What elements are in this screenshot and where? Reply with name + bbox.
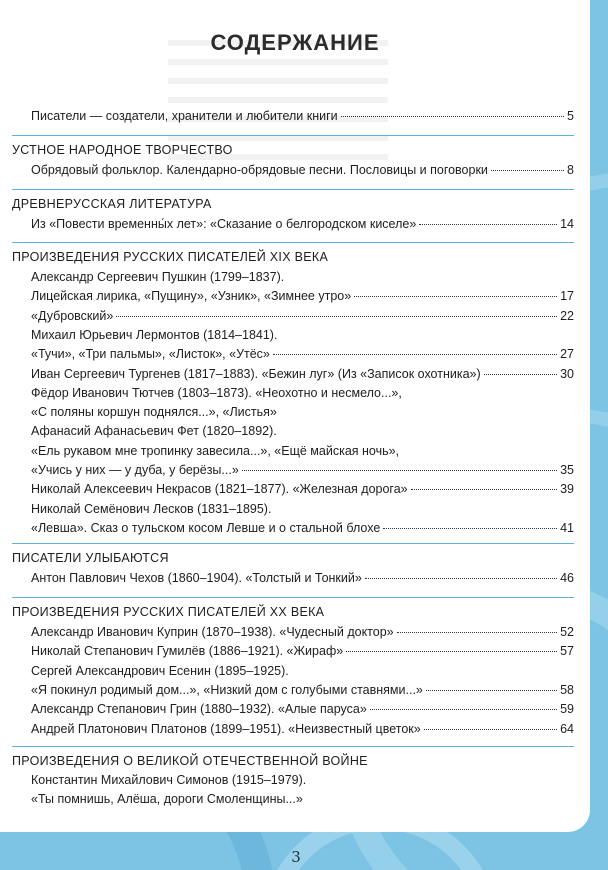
toc-page-number: 41 [560, 520, 574, 535]
section-separator [12, 189, 574, 190]
toc-entry[interactable] [31, 501, 271, 517]
toc-entry[interactable] [31, 481, 574, 497]
section-heading[interactable]: ДРЕВНЕРУССКАЯ ЛИТЕРАТУРА [12, 197, 212, 211]
section-heading[interactable]: ПРОИЗВЕДЕНИЯ РУССКИХ ПИСАТЕЛЕЙ XX ВЕКА [12, 605, 325, 619]
toc-entry[interactable] [31, 663, 289, 679]
toc-entry[interactable] [31, 520, 574, 536]
dot-leader [242, 469, 557, 471]
dot-leader [365, 577, 557, 579]
dot-leader [397, 631, 557, 633]
toc-entry[interactable] [31, 346, 574, 362]
toc-entry[interactable] [31, 772, 306, 788]
section-heading[interactable]: ПИСАТЕЛИ УЛЫБАЮТСЯ [12, 551, 169, 565]
toc-entry[interactable] [31, 216, 574, 232]
section-separator [12, 242, 574, 243]
dot-leader [491, 169, 564, 171]
dot-leader [341, 115, 564, 117]
toc-entry-text: «Я покинул родимый дом...», «Низкий дом с голубыми ставнями...» [31, 682, 423, 697]
toc-entry-text: Александр Иванович Куприн (1870–1938). «Чудесный доктор» [31, 625, 394, 639]
toc-page-number: 35 [560, 463, 574, 477]
toc-entry-text: «Ель рукавом мне тропинку завесила...», «Ещё майская ночь», [31, 443, 400, 458]
toc-entry-text: Фёдор Иванович Тютчев (1803–1873). «Неохотно и несмело...», [31, 385, 402, 400]
toc-entry[interactable] [31, 308, 574, 324]
toc-entry[interactable] [31, 791, 303, 807]
toc-entry-text: «Учись у них — у дуба, у берёзы...» [31, 463, 239, 477]
toc-entry-text: «Дубровский» [31, 308, 114, 323]
toc-page-number: 22 [560, 308, 574, 323]
toc-entry[interactable] [31, 701, 574, 717]
toc-entry-text: «Тучи», «Три пальмы», «Листок», «Утёс» [31, 347, 270, 362]
section-heading[interactable]: ПРОИЗВЕДЕНИЯ РУССКИХ ПИСАТЕЛЕЙ XIX ВЕКА [12, 250, 329, 264]
dot-leader [383, 527, 557, 529]
toc-entry[interactable] [31, 643, 574, 659]
toc-entry[interactable] [31, 404, 277, 420]
toc-page-number: 57 [560, 644, 574, 659]
toc-page-number: 5 [567, 109, 574, 123]
toc-entry-text: Афанасий Афанасьевич Фет (1820–1892). [31, 424, 277, 439]
page-number: 3 [291, 848, 301, 866]
toc-entry[interactable] [31, 162, 574, 178]
toc-entry[interactable] [31, 385, 402, 401]
toc-entry-text: Николай Степанович Гумилёв (1886–1921). «Жираф» [31, 644, 344, 659]
toc-page-number: 27 [560, 347, 574, 362]
dot-leader [484, 373, 557, 375]
toc-entry-text: Николай Семёнович Лесков (1831–1895). [31, 501, 272, 516]
toc-entry-text: Лицейская лирика, «Пущину», «Узник», «Зимнее утро» [31, 289, 352, 304]
toc-page-number: 14 [560, 217, 574, 231]
toc-entry[interactable] [31, 443, 399, 459]
section-heading[interactable]: УСТНОЕ НАРОДНОЕ ТВОРЧЕСТВО [12, 143, 233, 157]
toc-entry-text: Константин Михайлович Симонов (1915–1979). [31, 773, 307, 787]
toc-entry[interactable] [31, 682, 574, 698]
toc-entry-text: Николай Алексеевич Некрасов (1821–1877). «Железная дорога» [31, 482, 408, 497]
toc-entry[interactable] [31, 269, 284, 285]
toc-page-number: 58 [560, 682, 574, 697]
section-separator [12, 543, 574, 544]
toc-entry-text: Обрядовый фольклор. Календарно-обрядовые песни. Пословицы и поговорки [31, 163, 488, 177]
toc-entry-text: Из «Повести временны́х лет»: «Сказание о белгородском киселе» [31, 217, 417, 231]
toc-page-number: 59 [560, 702, 574, 717]
dot-leader [354, 295, 557, 297]
section-heading[interactable]: ПРОИЗВЕДЕНИЯ О ВЕЛИКОЙ ОТЕЧЕСТВЕННОЙ ВОЙНЕ [12, 754, 368, 768]
toc-entry-text: Антон Павлович Чехов (1860–1904). «Толстый и Тонкий» [31, 571, 362, 585]
toc-entry[interactable] [31, 462, 574, 478]
dot-leader [419, 223, 557, 225]
toc-entry-text: «Ты помнишь, Алёша, дороги Смоленщины...» [31, 792, 303, 807]
dot-leader [116, 315, 557, 317]
section-separator [12, 597, 574, 598]
dot-leader [424, 728, 557, 730]
toc-entry[interactable] [31, 570, 574, 586]
toc-page-number: 64 [560, 721, 574, 736]
toc-page-number: 46 [560, 571, 574, 585]
toc-entry-text: Александр Степанович Грин (1880–1932). «Алые паруса» [31, 702, 367, 717]
dot-leader [346, 650, 557, 652]
toc-entry-text: Иван Сергеевич Тургенев (1817–1883). «Бежин луг» (Из «Записок охотника») [31, 366, 481, 381]
toc-entry-text: Михаил Юрьевич Лермонтов (1814–1841). [31, 327, 278, 342]
dot-leader [370, 708, 557, 710]
toc-entry[interactable] [31, 366, 574, 382]
toc-entry[interactable] [31, 624, 574, 640]
section-separator [12, 746, 574, 747]
dot-leader [273, 353, 557, 355]
toc-entry-text: Александр Сергеевич Пушкин (1799–1837). [31, 270, 285, 284]
toc-entry-text: «Левша». Сказ о тульском косом Левше и о стальной блохе [31, 520, 381, 535]
toc-entry-text: Андрей Платонович Платонов (1899–1951). «Неизвестный цветок» [31, 721, 421, 736]
toc-entry-text: Сергей Александрович Есенин (1895–1925). [31, 663, 289, 678]
toc-entry[interactable] [31, 288, 574, 304]
section-separator [12, 135, 574, 136]
toc-entry[interactable] [31, 327, 277, 343]
dot-leader [426, 689, 557, 691]
toc-page-number: 17 [560, 289, 574, 304]
toc-entry-intro[interactable] [31, 108, 574, 124]
page-title: СОДЕРЖАНИЕ [210, 30, 380, 55]
dot-leader [411, 488, 557, 490]
toc-entry-text: Писатели — создатели, хранители и любители книги [31, 109, 338, 123]
toc-page-number: 30 [560, 366, 574, 381]
toc-entry[interactable] [31, 423, 277, 439]
toc-page-number: 8 [567, 163, 574, 177]
toc-page-number: 39 [560, 482, 574, 497]
toc-entry[interactable] [31, 721, 574, 737]
toc-page-number: 52 [560, 625, 574, 639]
toc-entry-text: «С поляны коршун поднялся...», «Листья» [31, 405, 277, 420]
